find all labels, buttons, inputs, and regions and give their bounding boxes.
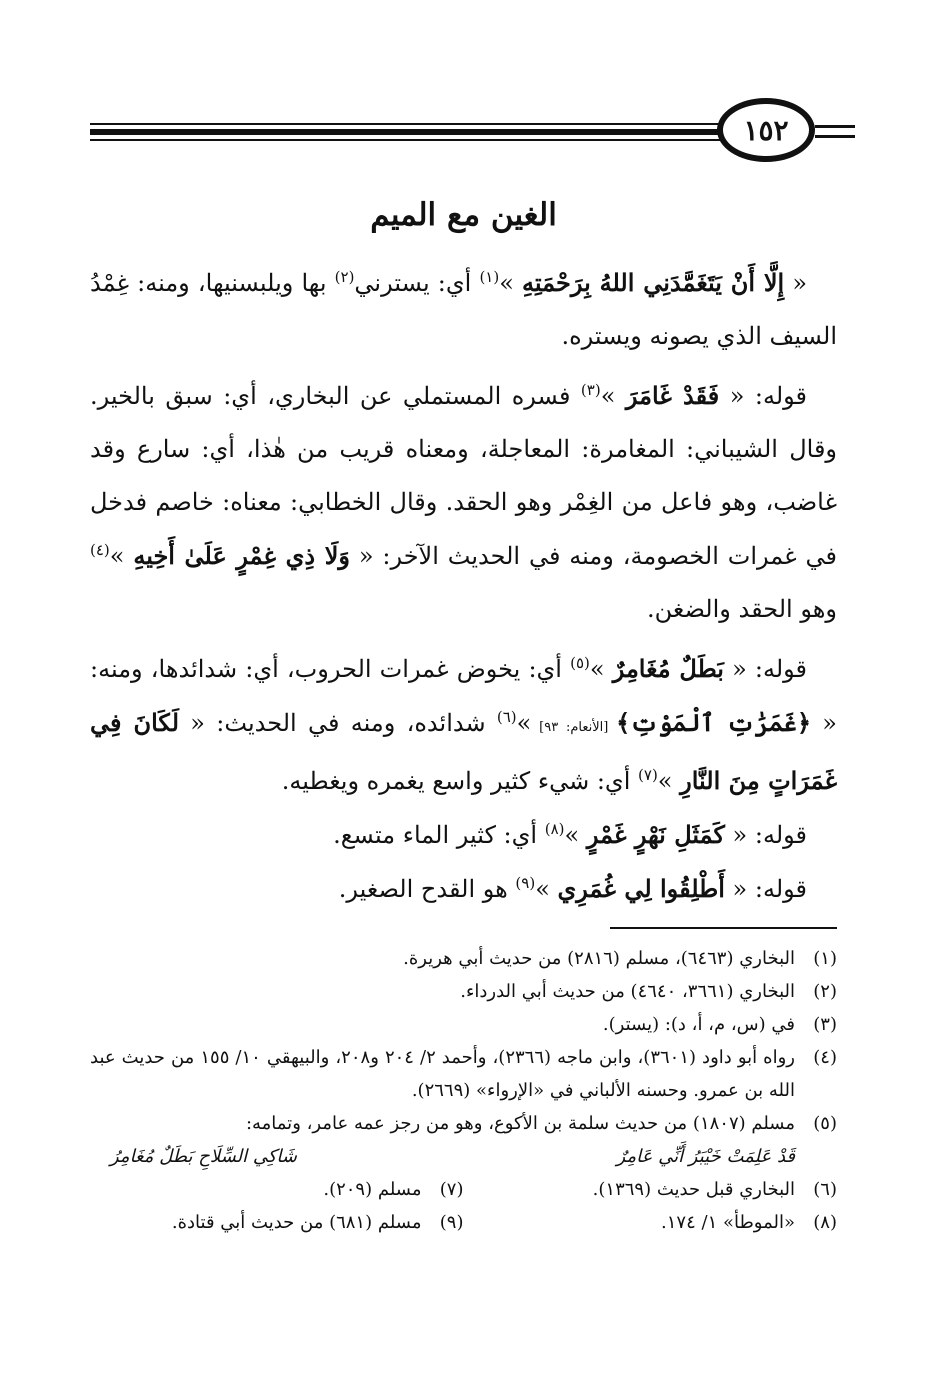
header-rule bbox=[90, 123, 730, 125]
footnote bbox=[90, 942, 837, 975]
verse-hemistich: قَدْ عَلِمَتْ خَيْبَرُ أَنِّي عَامِرٌ bbox=[616, 1146, 795, 1167]
hadith-quote: أَطْلِقُوا لِي غُمَرِي bbox=[557, 874, 725, 903]
footnote-ref: (١) bbox=[479, 268, 500, 286]
footnote-text: مسلم (١٨٠٧) من حديث سلمة بن الأكوع، وهو من رجز عمه عامر، وتمامه: bbox=[245, 1113, 795, 1134]
footnote bbox=[90, 975, 837, 1008]
hadith-quote: فَقَدْ غَامَرَ bbox=[625, 381, 720, 410]
footnote-number: (٩) bbox=[439, 1212, 464, 1233]
footnote-ref: (٦) bbox=[496, 708, 517, 726]
main-text bbox=[90, 190, 837, 916]
footnote bbox=[90, 1173, 464, 1206]
footnote-ref: (٥) bbox=[570, 654, 590, 672]
page-header bbox=[0, 0, 947, 200]
footnote-text: مسلم (٦٨١) من حديث أبي قتادة. bbox=[171, 1212, 422, 1233]
hadith-quote: وَلَا ذِي غِمْرٍ عَلَىٰ أَخِيهِ bbox=[133, 541, 350, 570]
footnote-number: (٣) bbox=[813, 1014, 837, 1035]
hadith-quote: لَكَانَ فِي غَمَرَاتٍ مِنَ النَّارِ bbox=[90, 708, 837, 795]
footnote-text: البخاري (٦٤٦٣)، مسلم (٢٨١٦) من حديث أبي هريرة. bbox=[403, 948, 795, 969]
footnote-text: البخاري (٣٦٦١، ٤٦٤٠) من حديث أبي الدرداء. bbox=[460, 981, 795, 1002]
footnote-ref: (٢) bbox=[334, 268, 355, 286]
section-title: الغين مع الميم bbox=[370, 197, 557, 233]
footnote-text: في (س، م، أ، د): (يستر). bbox=[602, 1014, 795, 1035]
hadith-quote: إِلَّا أَنْ يَتَغَمَّدَنِي اللهُ بِرَحْمَتِهِ bbox=[522, 268, 785, 297]
footnote-ref: (٣) bbox=[580, 381, 601, 399]
footnote bbox=[90, 1107, 837, 1140]
footnote-ref: (٨) bbox=[544, 820, 565, 838]
footnote-number: (٧) bbox=[439, 1179, 464, 1200]
footnote-ref: (٧) bbox=[638, 766, 658, 784]
footnote-text: «الموطأ» ١/ ١٧٤. bbox=[661, 1212, 795, 1233]
header-rule bbox=[90, 139, 730, 141]
footnote-number: (٢) bbox=[813, 981, 837, 1002]
footnote-number: (٥) bbox=[813, 1113, 837, 1134]
header-rule-thick bbox=[90, 129, 730, 135]
page-number: ١٥٢ bbox=[717, 98, 815, 162]
paragraph: قوله: « بَطَلٌ مُغَامِرٌ »$^{(٥)}$ أي: يخوض غمرات الحروب، أي: شدائدها، ومنه: « ﴿غَمَرَٰتِ ٱلْمَوْتِ﴾ [الأنعام: ٩٣] »$^{(٦)}$ شدائده، ومنه في الحديث: « لَكَانَ فِي غَمَرَاتٍ مِنَ النَّارِ »$^{(٧)}$ أي: شيء كثير واسع يغمره ويغطيه. bbox=[90, 654, 837, 795]
footnote bbox=[90, 1041, 837, 1107]
footnote bbox=[464, 1173, 838, 1206]
hadith-quote: بَطَلٌ مُغَامِرٌ bbox=[612, 654, 724, 683]
paragraph: قوله: « فَقَدْ غَامَرَ »$^{(٣)}$ فسره المستملي عن البخاري، أي: سبق بالخير. وقال الشيباني: المغامرة: المعاجلة، ومعناه قريب من هٰذا، أي: سارع وقد غاضب، وهو فاعل من الغِمْر وهو الحقد. وقال الخطابي: معناه: خاصم فدخل في غمرات الخصومة، ومنه في الحديث الآخر: « وَلَا ذِي غِمْرٍ عَلَىٰ أَخِيهِ »$^{(٤)}$ وهو الحقد والضغن. bbox=[90, 381, 837, 623]
footnote-text: رواه أبو داود (٣٦٠١)، وابن ماجه (٢٣٦٦)، وأحمد ٢/ ٢٠٤ و٢٠٨، والبيهقي ١٠/ ١٥٥ من حديث عبد الله بن عمرو. وحسنه الألباني في «الإرواء» (٢٦٦٩). bbox=[90, 1047, 795, 1101]
footnote-number: (١) bbox=[813, 948, 837, 969]
footnotes bbox=[90, 942, 837, 1239]
hadith-quote: كَمَثَلِ نَهْرٍ غَمْرٍ bbox=[586, 820, 725, 849]
verse-hemistich: شَاكِي السِّلَاحِ بَطَلٌ مُغَامِرُ bbox=[110, 1146, 297, 1167]
footnote-text: البخاري قبل حديث (١٣٦٩). bbox=[592, 1179, 795, 1200]
paragraph: قوله: « أَطْلِقُوا لِي غُمَرِي »$^{(٩)}$ هو القدح الصغير. bbox=[338, 874, 807, 903]
footnote-ref: (٤) bbox=[90, 541, 110, 559]
footnote-text: مسلم (٢٠٩). bbox=[323, 1179, 422, 1200]
footnote bbox=[90, 1008, 837, 1041]
paragraph: « إِلَّا أَنْ يَتَغَمَّدَنِي اللهُ بِرَحْمَتِهِ »$^{(١)}$ أي: يسترني$^{(٢)}$ بها ويلبسنيها، ومنه: غِمْدُ السيف الذي يصونه ويستره. bbox=[90, 268, 837, 350]
footnote-ref: (٩) bbox=[515, 874, 536, 892]
poem-verse bbox=[90, 1140, 837, 1173]
paragraph: قوله: « كَمَثَلِ نَهْرٍ غَمْرٍ »$^{(٨)}$ أي: كثير الماء متسع. bbox=[333, 820, 807, 849]
footnote-number: (٨) bbox=[813, 1212, 837, 1233]
footnote bbox=[90, 1206, 464, 1239]
footnote-number: (٤) bbox=[813, 1047, 837, 1068]
footnote bbox=[464, 1206, 838, 1239]
quran-reference: [الأنعام: ٩٣] bbox=[531, 720, 617, 735]
header-rule-right bbox=[815, 125, 855, 128]
footnote-separator bbox=[610, 927, 837, 929]
header-rule-right bbox=[815, 135, 855, 138]
footnote-number: (٦) bbox=[813, 1179, 837, 1200]
quran-quote: ﴿غَمَرَٰتِ ٱلْمَوْتِ﴾ bbox=[616, 708, 812, 737]
